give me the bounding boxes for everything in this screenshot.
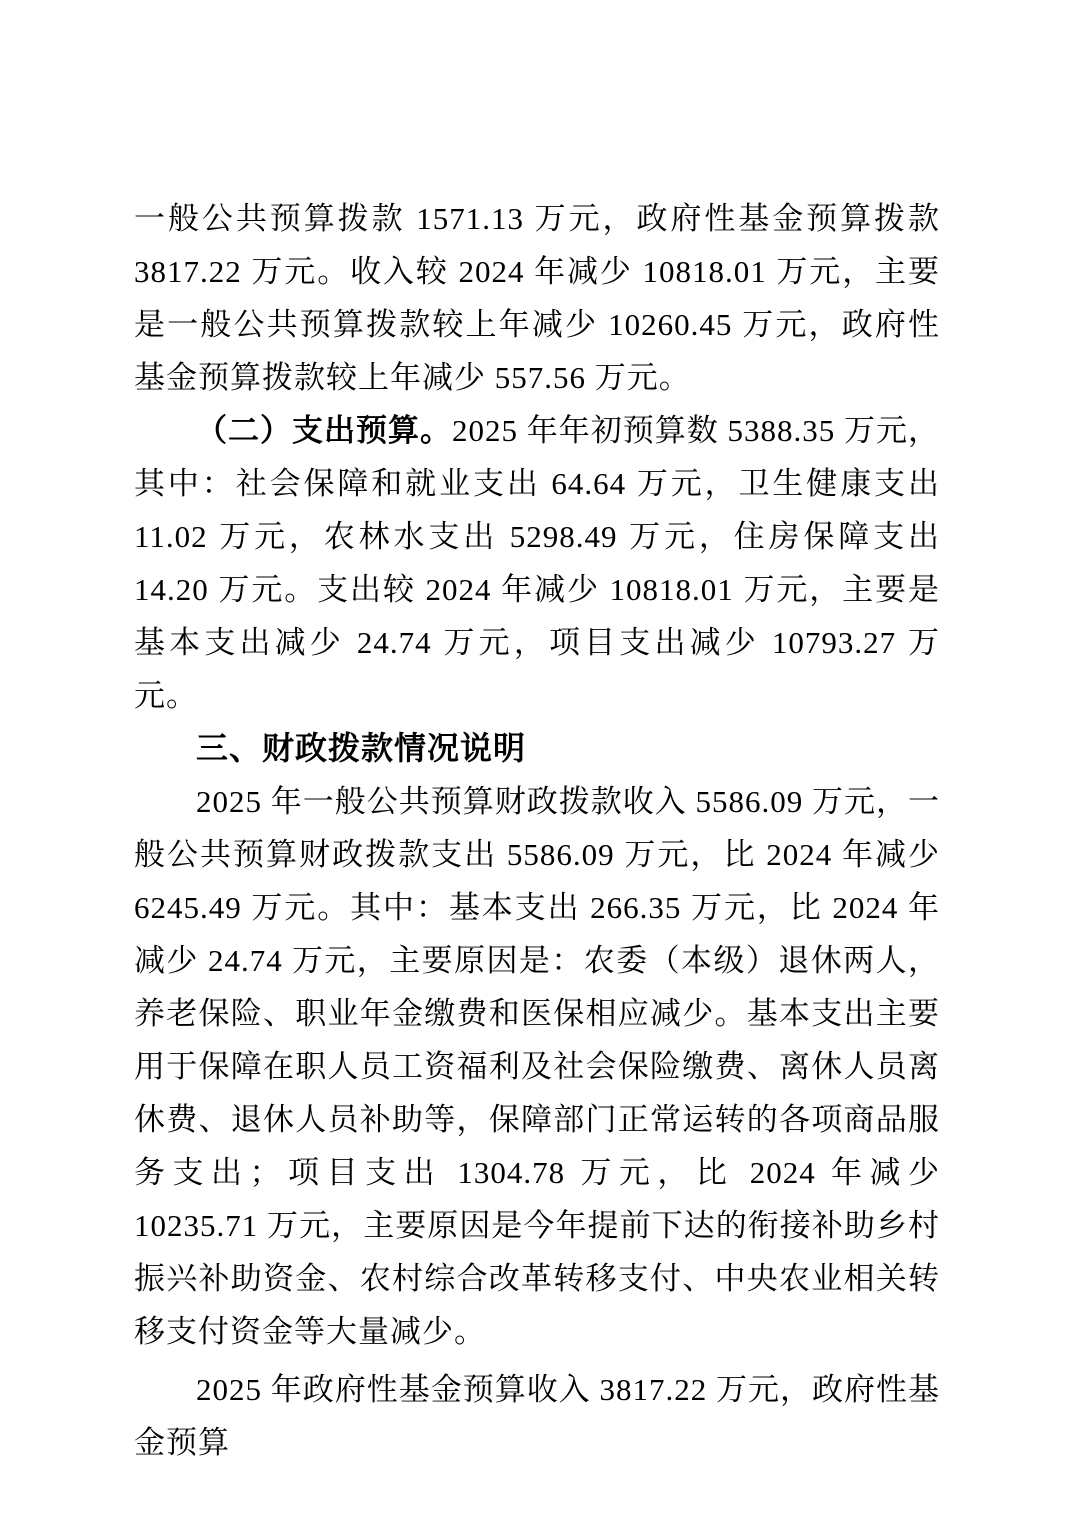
document-body (134, 192, 940, 1469)
paragraph-expenditure-budget (134, 404, 940, 722)
paragraph-government-fund-budget: 2025 年政府性基金预算收入 3817.22 万元，政府性基金预算 (134, 1372, 940, 1460)
expenditure-budget-lead-label: （二）支出预算。 (196, 413, 452, 448)
expenditure-budget-text: 2025 年年初预算数 5388.35 万元，其中：社会保障和就业支出 64.64 万元，卫生健康支出 11.02 万元，农林水支出 5298.49 万元，住房保障支出 14.20 万元。支出较 2024 年减少 10818.01 万元，主要是基本支出减少 24.74 万元，项目支出减少 10793.27 万元。 (134, 413, 940, 713)
paragraph-general-public-budget-appropriation: 2025 年一般公共预算财政拨款收入 5586.09 万元，一般公共预算财政拨款支出 5586.09 万元，比 2024 年减少 6245.49 万元。其中：基本支出 266.35 万元，比 2024 年减少 24.74 万元，主要原因是：农委（本级）退休两人，养老保险、职业年金缴费和医保相应减少。基本支出主要用于保障在职人员工资福利及社会保险缴费、离休人员离休费、退休人员补助等，保障部门正常运转的各项商品服务支出；项目支出 1304.78 万元，比 2024 年减少 10235.71 万元，主要原因是今年提前下达的衔接补助乡村振兴补助资金、农村综合改革转移支付、中央农业相关转移支付资金等大量减少。 (134, 784, 940, 1349)
section-heading-fiscal-appropriation: 三、财政拨款情况说明 (196, 730, 527, 766)
paragraph-appropriation-income-continuation: 一般公共预算拨款 1571.13 万元，政府性基金预算拨款 3817.22 万元。收入较 2024 年减少 10818.01 万元，主要是一般公共预算拨款较上年减少 10260.45 万元，政府性基金预算拨款较上年减少 557.56 万元。 (134, 201, 940, 395)
